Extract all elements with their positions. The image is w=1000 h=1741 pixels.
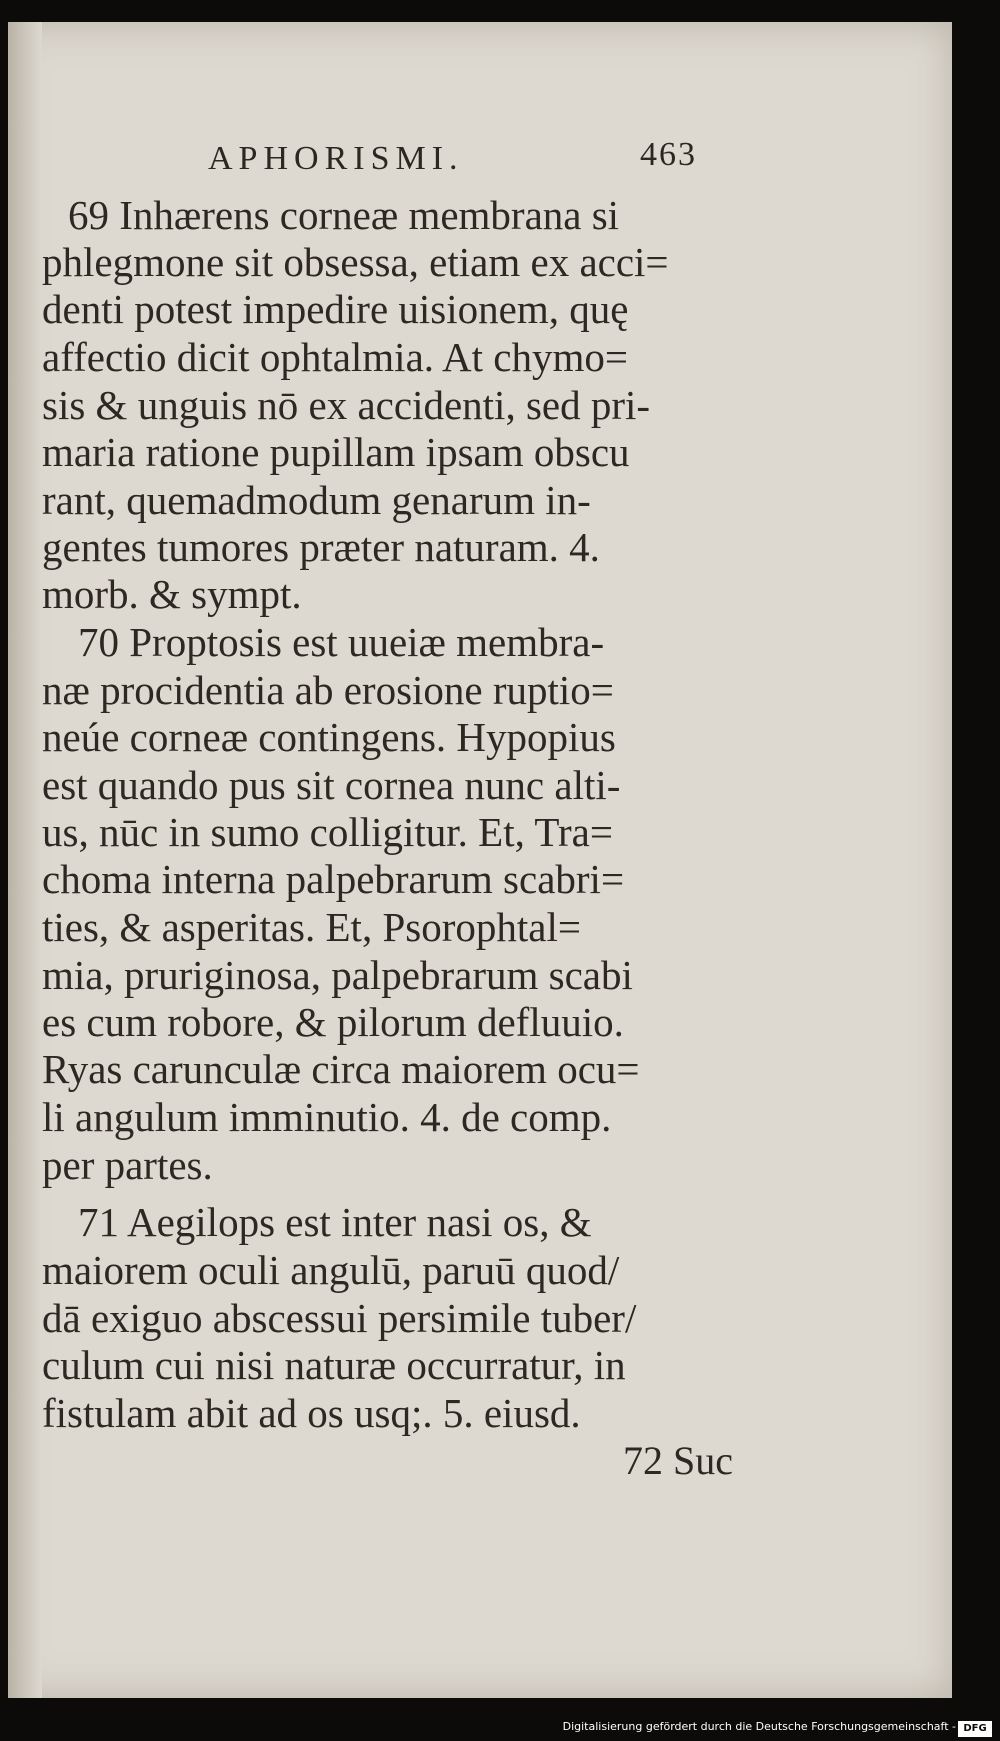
text-line: mia, pruriginosa, palpebrarum scabi xyxy=(42,952,633,998)
text-line: sis & unguis nō ex accidenti, sed pri- xyxy=(42,382,651,428)
text-line: choma interna palpebrarum scabri= xyxy=(42,856,625,902)
running-header xyxy=(208,132,728,188)
text-line: morb. & sympt. xyxy=(42,571,302,617)
text-line: est quando pus sit cornea nunc alti- xyxy=(42,762,621,808)
text-line: per partes. xyxy=(42,1142,213,1188)
text-line: 71 Aegilops est inter nasi os, & xyxy=(78,1199,592,1245)
text-line: fistulam abit ad os usq;. 5. eiusd. xyxy=(42,1390,581,1436)
digitization-footer xyxy=(0,1718,1000,1741)
text-line: phlegmone sit obsessa, etiam ex acci= xyxy=(42,239,669,285)
text-line: affectio dicit ophtalmia. At chymo= xyxy=(42,334,628,380)
text-line: gentes tumores præter naturam. 4. xyxy=(42,524,600,570)
text-line: us, nūc in sumo colligitur. Et, Tra= xyxy=(42,809,613,855)
running-title: APHORISMI. xyxy=(208,140,464,177)
page-number: 463 xyxy=(640,136,697,173)
text-line: denti potest impedire uisionem, quę xyxy=(42,286,629,332)
text-line: 69 Inhærens corneæ membrana si xyxy=(68,192,620,238)
text-line: næ procidentia ab erosione ruptio= xyxy=(42,667,614,713)
text-line: 70 Proptosis est uueiæ membra- xyxy=(78,619,605,665)
book-page xyxy=(8,22,952,1698)
text-line: culum cui nisi naturæ occurratur, in xyxy=(42,1342,626,1388)
text-line: maiorem oculi angulū, paruū quod/ xyxy=(42,1247,620,1293)
text-line: ties, & asperitas. Et, Psorophtal= xyxy=(42,904,581,950)
catchword: 72 Suc xyxy=(623,1438,733,1483)
text-line: li angulum imminutio. 4. de comp. xyxy=(42,1094,612,1140)
text-line: dā exiguo abscessui persimile tuber/ xyxy=(42,1295,637,1341)
text-line: Ryas carunculæ circa maiorem ocu= xyxy=(42,1046,640,1092)
text-line: es cum robore, & pilorum defluuio. xyxy=(42,999,624,1045)
page-gutter xyxy=(8,22,42,1698)
dfg-logo: DFG xyxy=(958,1721,992,1737)
text-line: neúe corneæ contingens. Hypopius xyxy=(42,714,616,760)
text-line: maria ratione pupillam ipsam obscu xyxy=(42,429,630,475)
text-line: rant, quemadmodum genarum in- xyxy=(42,477,591,523)
funding-notice: Digitalisierung gefördert durch die Deutsche Forschungsgemeinschaft - xyxy=(562,1720,956,1733)
